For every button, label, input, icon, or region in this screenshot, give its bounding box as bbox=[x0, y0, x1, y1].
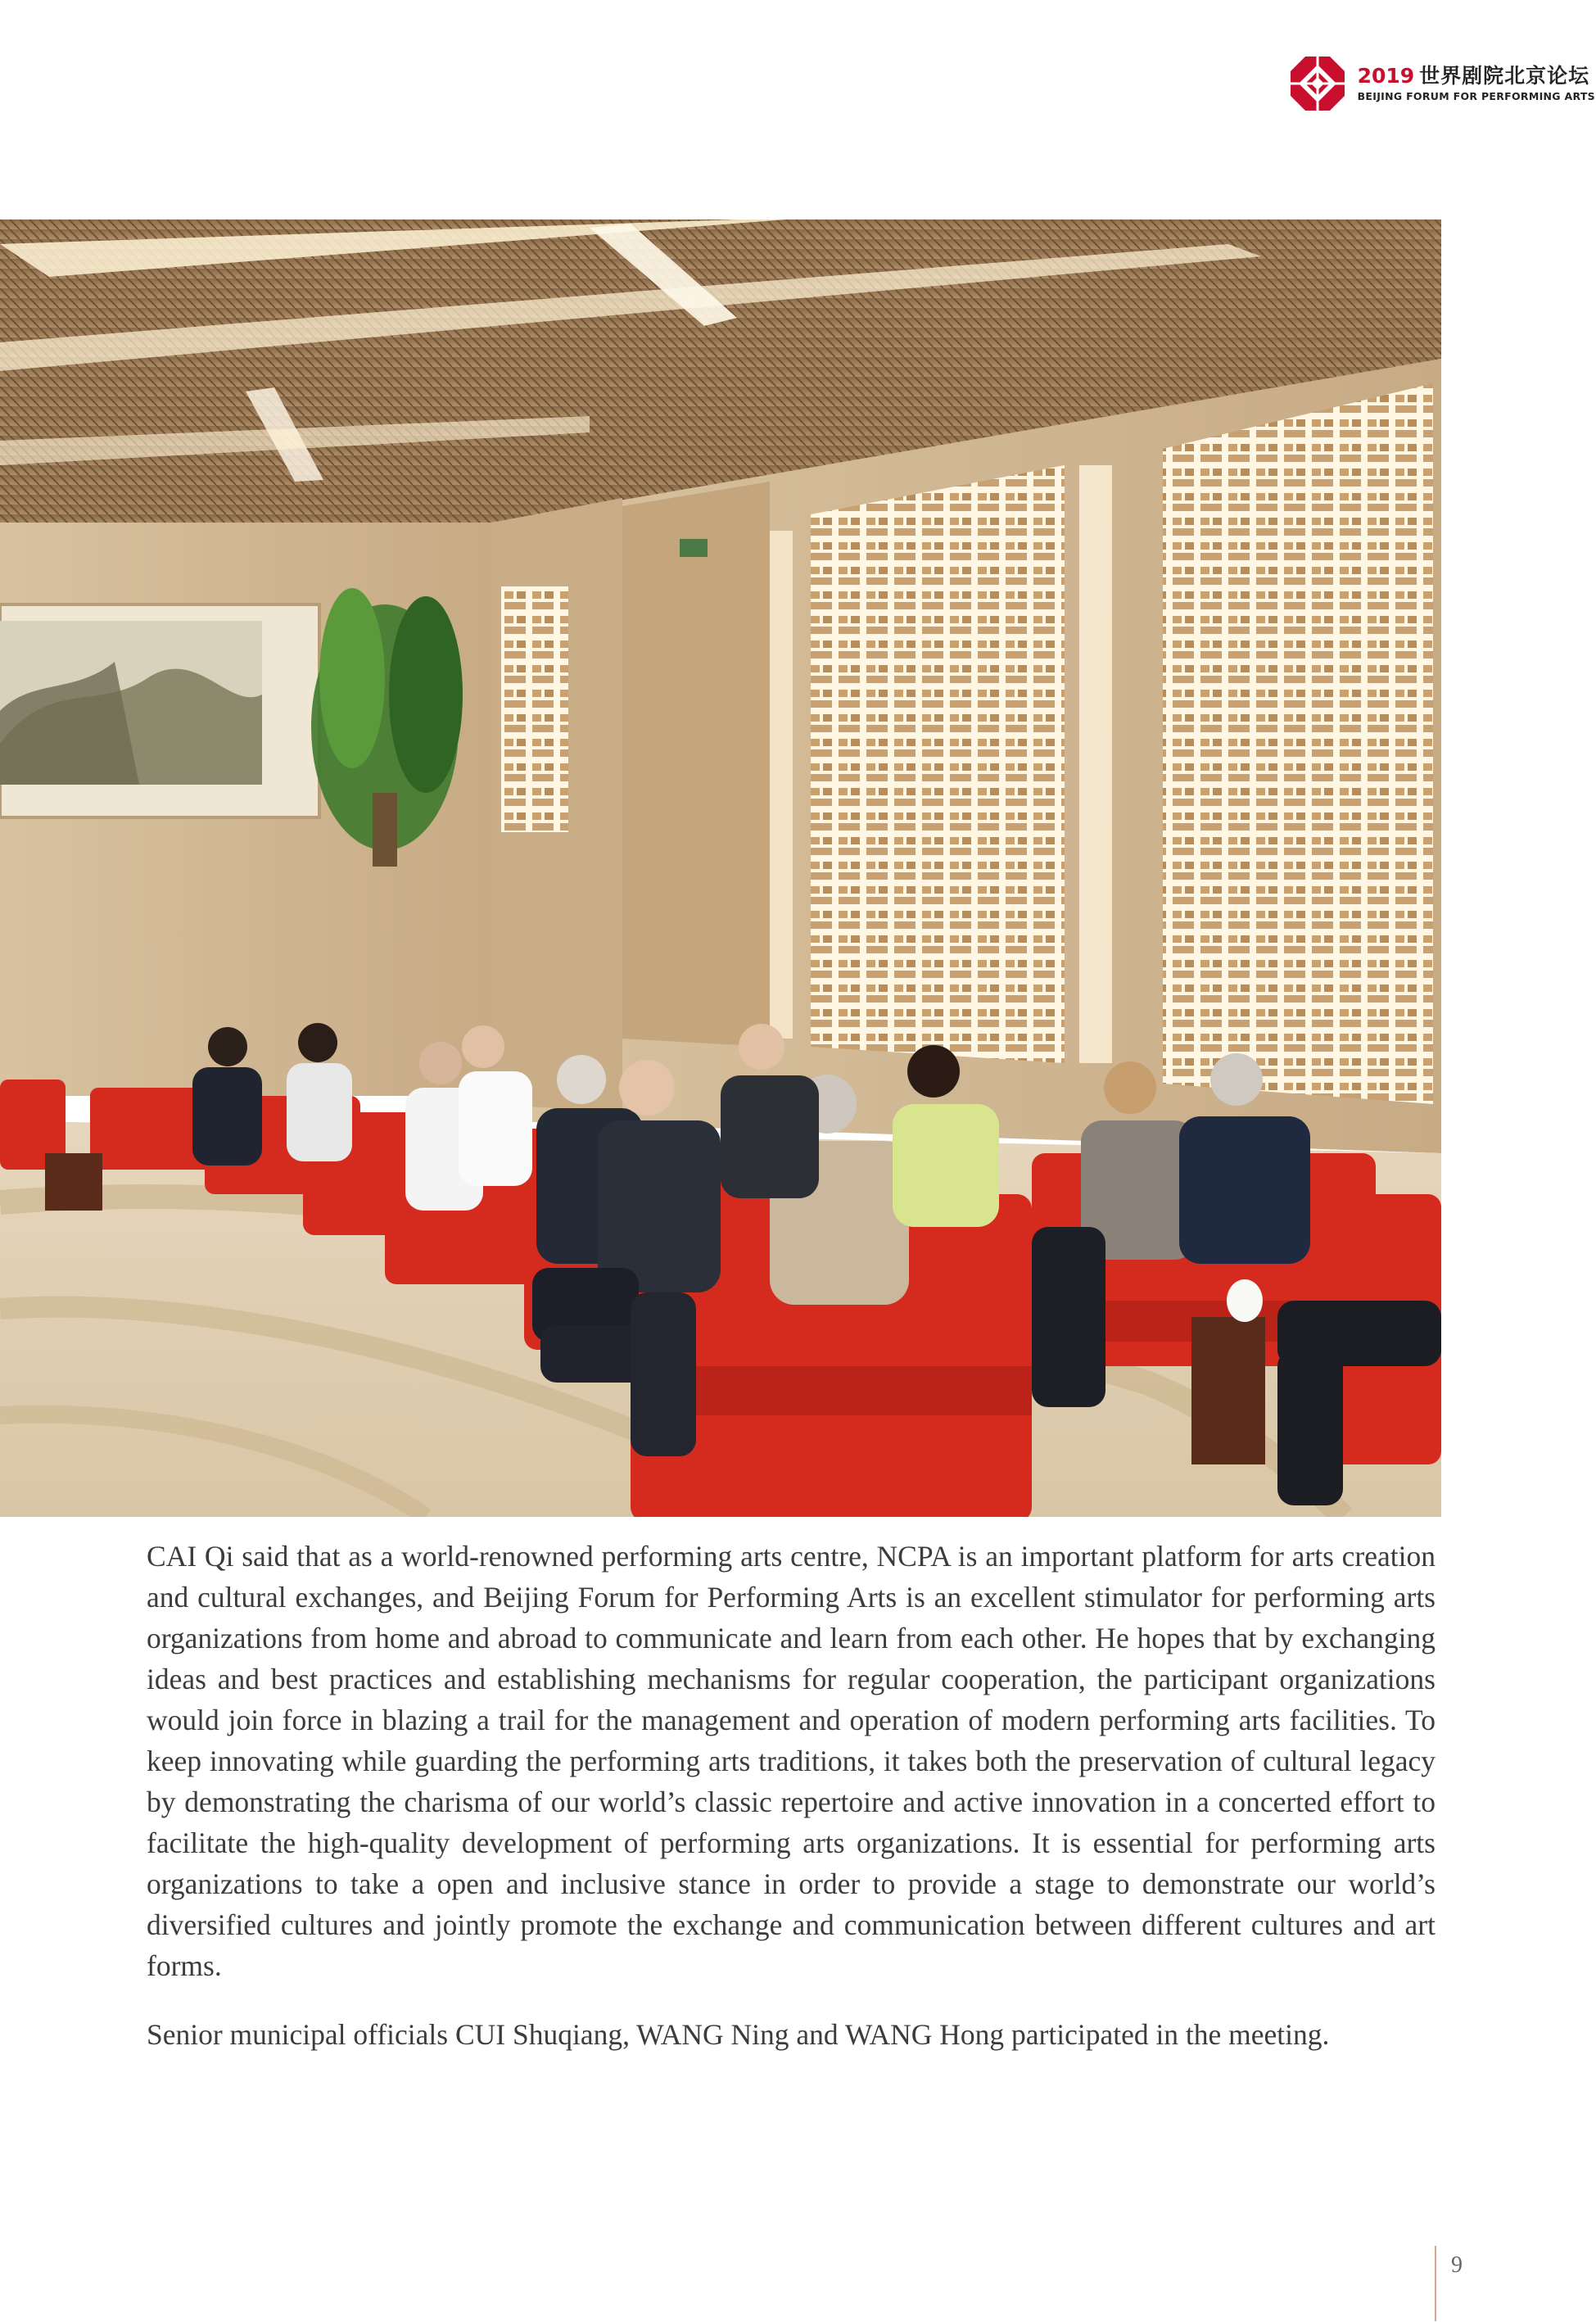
page-footer bbox=[1435, 2246, 1463, 2321]
octagon-lattice-logo-icon bbox=[1289, 55, 1346, 112]
article-paragraph: Senior municipal officials CUI Shuqiang, WANG Ning and WANG Hong participated in the meeting. bbox=[147, 2018, 1330, 2051]
article-paragraph: CAI Qi said that as a world-renowned performing arts centre, NCPA is an important platform for arts creation and cultural exchanges, and Beijing Forum for Performing Arts is an excellent stimulator for performing arts organizations from home and abroad to communicate and learn from each other. He hopes that by exchanging ideas and best practices and establishing mechanisms for regular cooperation, the participant organizations would join force in blazing a trail for the management and operation of modern performing arts facilities. To keep innovating while guarding the performing arts traditions, it takes both the preservation of cultural legacy by demonstrating the charisma of our world’s classic repertoire and active innovation in a concerted effort to facilitate the high-quality development of performing arts organizations. It is essential for performing arts organizations to take a open and inclusive stance in order to provide a stage to demonstrate our world’s diversified cultures and jointly promote the exchange and communication between different cultures and art forms. bbox=[147, 1540, 1435, 1982]
logo-chinese-title: 世界剧院北京论坛 bbox=[1419, 64, 1590, 88]
logo-english-title: BEIJING FORUM FOR PERFORMING ARTS bbox=[1357, 90, 1595, 102]
article-body bbox=[147, 1536, 1435, 2055]
forum-logo bbox=[1289, 54, 1595, 113]
logo-year: 2019 bbox=[1357, 64, 1415, 88]
page-number: 9 bbox=[1451, 2252, 1463, 2278]
meeting-hall-photo bbox=[0, 220, 1441, 1517]
